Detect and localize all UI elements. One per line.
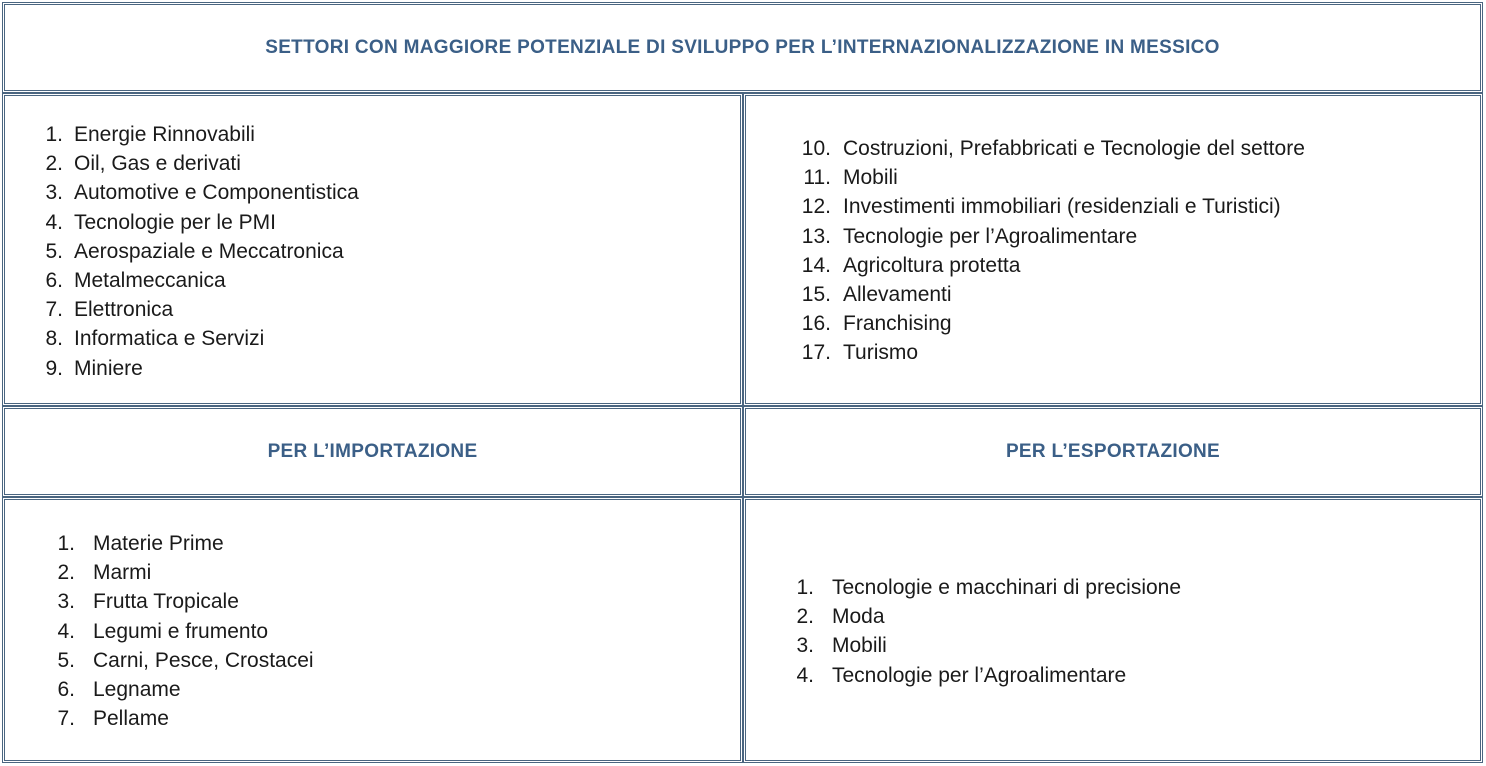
list-item [801,280,1305,309]
list-item-number: 5. [45,239,63,263]
list-item [43,237,359,266]
list-item-number: 7. [57,707,75,731]
list-item [55,646,314,675]
list-item [801,338,1305,367]
list-item-label: Tecnologie per l’Agroalimentare [843,224,1138,248]
list-item-number: 12. [801,195,831,219]
list-item [43,354,359,383]
list-item-label: Tecnologie per le PMI [74,210,276,234]
list-item-number: 4. [796,663,814,687]
list-item-label: Marmi [93,561,152,585]
import-header-cell [2,406,743,497]
list-item [801,134,1305,163]
list-item-label: Moda [832,605,885,629]
list-item-label: Informatica e Servizi [74,327,265,351]
list-item [801,222,1305,251]
list-item-label: Elettronica [74,298,174,322]
list-item-label: Allevamenti [843,282,952,306]
list-item-number: 1. [796,576,814,599]
import-list-cell [2,497,743,763]
list-item [43,178,359,207]
list-item-number: 6. [57,677,75,701]
sectors-right-list [801,134,1305,368]
list-item-number: 4. [45,210,63,234]
list-item-number: 2. [796,605,814,629]
list-item-number: 9. [45,356,63,380]
list-item-label: Metalmeccanica [74,268,226,292]
sectors-left-list [43,120,359,383]
list-item-number: 13. [801,224,831,248]
list-item [43,295,359,324]
list-item-label: Turismo [843,341,919,365]
page-title: SETTORI CON MAGGIORE POTENZIALE DI SVILUPPO PER L’INTERNAZIONALIZZAZIONE IN MESSICO [265,36,1220,58]
list-item-label: Tecnologie e macchinari di precisione [832,576,1182,599]
list-item-number: 1. [57,532,75,555]
export-header: PER L’ESPORTAZIONE [1005,440,1221,462]
list-item [801,251,1305,280]
list-item [801,192,1305,221]
list-item-label: Automotive e Componentistica [74,181,359,205]
list-item-number: 3. [57,590,75,614]
list-item-label: Carni, Pesce, Crostacei [93,648,314,672]
list-item [43,324,359,353]
list-item-label: Mobili [832,634,887,658]
list-item [801,309,1305,338]
export-list-cell [743,497,1483,763]
sectors-left-cell [2,93,743,406]
list-item-label: Pellame [93,707,169,731]
list-item-label: Franchising [843,312,952,336]
sectors-right-cell [743,93,1483,406]
list-item-label: Miniere [74,356,143,380]
list-item-number: 4. [57,619,75,643]
list-item-number: 1. [45,123,63,146]
list-item [43,266,359,295]
list-item-number: 7. [45,298,63,322]
list-item-label: Mobili [843,166,898,190]
list-item-number: 6. [45,268,63,292]
list-item [55,617,314,646]
list-item-number: 2. [57,561,75,585]
list-item-label: Agricoltura protetta [843,253,1021,277]
list-item-label: Tecnologie per l’Agroalimentare [832,663,1127,687]
list-item-number: 5. [57,648,75,672]
list-item [55,529,314,558]
list-item [43,149,359,178]
list-item-number: 14. [801,253,831,277]
list-item-number: 2. [45,152,63,176]
list-item [794,661,1181,690]
list-item-label: Investimenti immobiliari (residenziali e Turistici) [843,195,1281,219]
list-item-number: 8. [45,327,63,351]
list-item [55,558,314,587]
list-item [55,587,314,616]
import-list [55,529,314,733]
export-list [794,573,1181,690]
list-item-number: 10. [801,137,831,160]
list-item-label: Legname [93,677,181,701]
list-item-number: 15. [801,282,831,306]
list-item [43,208,359,237]
list-item [55,704,314,733]
import-header: PER L’IMPORTAZIONE [267,440,478,462]
list-item-label: Materie Prime [93,532,224,555]
list-item-label: Energie Rinnovabili [74,123,255,146]
list-item-number: 11. [803,166,831,190]
list-item [794,602,1181,631]
list-item-number: 3. [796,634,814,658]
list-item [794,573,1181,602]
list-item-label: Costruzioni, Prefabbricati e Tecnologie del settore [843,137,1305,160]
list-item [801,163,1305,192]
list-item [794,631,1181,660]
list-item-number: 17. [801,341,831,365]
list-item-label: Oil, Gas e derivati [74,152,241,176]
list-item-label: Legumi e frumento [93,619,269,643]
export-header-cell [743,406,1483,497]
list-item-number: 16. [801,312,831,336]
list-item-label: Frutta Tropicale [93,590,239,614]
list-item [55,675,314,704]
list-item-number: 3. [45,181,63,205]
list-item-label: Aerospaziale e Meccatronica [74,239,344,263]
title-cell [2,2,1483,93]
list-item [43,120,359,149]
